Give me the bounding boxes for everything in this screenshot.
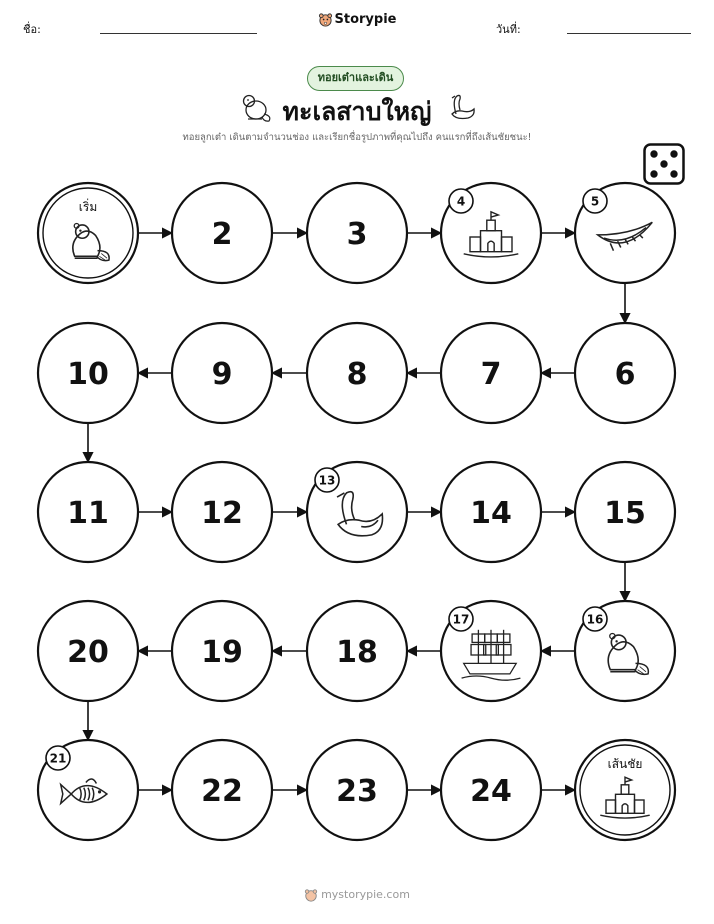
cell-number: 20 [67, 635, 109, 670]
footer-url[interactable]: mystorypie.com [321, 888, 410, 901]
board-cell[interactable] [441, 183, 541, 283]
cell-number: 10 [67, 357, 109, 392]
finish-cell[interactable] [575, 740, 675, 840]
board-cell[interactable] [441, 601, 541, 701]
cell-number: 2 [211, 217, 233, 252]
board-cell[interactable] [172, 183, 272, 283]
cell-number: 7 [480, 357, 502, 392]
cell-number: 14 [470, 496, 512, 531]
board-cell[interactable] [307, 462, 407, 562]
board-cell[interactable] [38, 462, 138, 562]
board-cell[interactable] [172, 740, 272, 840]
board-cell[interactable] [172, 323, 272, 423]
game-type-tag: ทอยเต๋าและเดิน [307, 66, 404, 91]
cell-number-badge: 21 [49, 751, 67, 766]
board-cell[interactable] [38, 740, 138, 840]
start-cell[interactable] [38, 183, 138, 283]
cell-number: 8 [346, 357, 368, 392]
board-cell[interactable] [441, 740, 541, 840]
board-cell[interactable] [172, 601, 272, 701]
cell-number: 22 [201, 774, 243, 809]
beaver-logo-icon [304, 888, 318, 902]
cell-number-badge: 13 [318, 473, 336, 488]
cell-number: 18 [336, 635, 378, 670]
board-cell[interactable] [172, 462, 272, 562]
board-cell[interactable] [38, 601, 138, 701]
name-label: ชื่อ: [23, 23, 41, 36]
cell-number: 23 [336, 774, 378, 809]
brand-name: Storypie [334, 12, 397, 27]
board-cell[interactable] [575, 183, 675, 283]
finish-label: เส้นชัย [607, 757, 643, 771]
board-cell[interactable] [441, 462, 541, 562]
cell-number: 3 [346, 217, 368, 252]
cell-number: 24 [470, 774, 512, 809]
board-cell[interactable] [441, 323, 541, 423]
cell-number: 19 [201, 635, 243, 670]
board-cell[interactable] [575, 323, 675, 423]
board-cell[interactable] [307, 323, 407, 423]
footer [0, 888, 714, 902]
board-cell[interactable] [575, 601, 675, 701]
date-label: วันที่: [496, 23, 521, 36]
board-cell[interactable] [307, 183, 407, 283]
cell-number: 15 [604, 496, 646, 531]
cell-number: 11 [67, 496, 109, 531]
page-title: ทะเลสาบใหญ่ [282, 97, 432, 126]
board-cell[interactable] [38, 323, 138, 423]
board-cell[interactable] [575, 462, 675, 562]
cell-number: 9 [211, 357, 233, 392]
cell-number-badge: 5 [590, 194, 600, 209]
cell-number: 6 [614, 357, 636, 392]
cell-number-badge: 16 [586, 612, 604, 627]
cell-number-badge: 17 [452, 612, 470, 627]
instructions: ทอยลูกเต๋า เดินตามจำนวนช่อง และเรียกชื่อรูปภาพที่คุณไปถึง คนแรกที่ถึงเส้นชัยชนะ! [182, 132, 532, 143]
cell-number: 12 [201, 496, 243, 531]
cell-number-badge: 4 [456, 194, 466, 209]
board-cell[interactable] [307, 740, 407, 840]
board-cell[interactable] [307, 601, 407, 701]
start-label: เริ่ม [78, 200, 98, 214]
